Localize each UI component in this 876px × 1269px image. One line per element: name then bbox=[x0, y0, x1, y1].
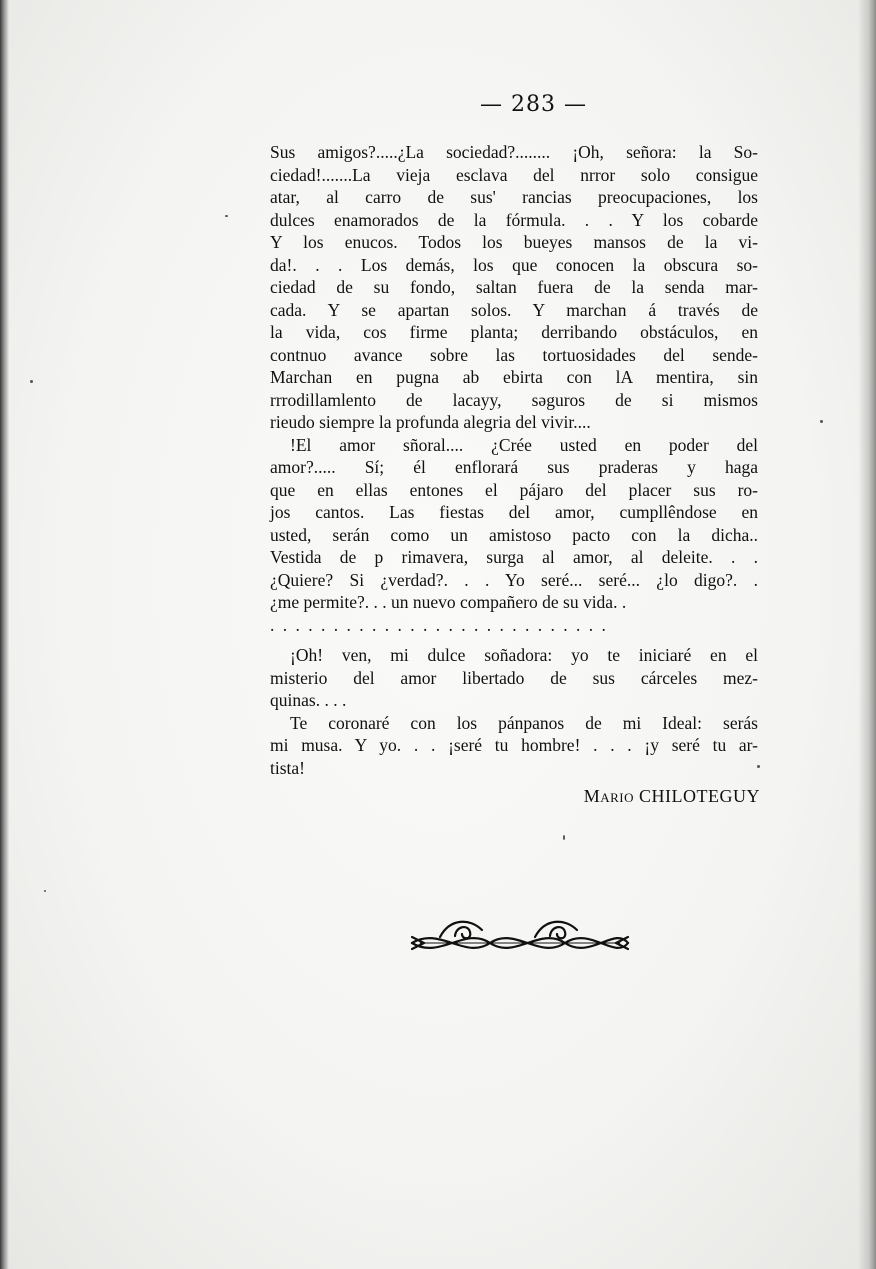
page-left-edge bbox=[0, 0, 9, 1269]
text-line: tista! bbox=[270, 757, 305, 778]
text-line: !El amor sñoral.... ¿Crée usted en poder del bbox=[290, 434, 758, 455]
paper-speck bbox=[225, 215, 228, 217]
text-line: Vestida de p rimavera, surga al amor, al deleite. . . bbox=[270, 547, 758, 567]
text-line: amor?..... Sí; él enflorará sus praderas y haga bbox=[270, 457, 758, 477]
text-line: misterio del amor libertado de sus cárceles mez- bbox=[270, 667, 758, 688]
poem-prose-body bbox=[270, 141, 758, 779]
text-line: rieudo siempre la profunda alegria del vivir.... bbox=[270, 412, 591, 432]
page-number: — 283 — bbox=[480, 92, 587, 117]
page-right-edge bbox=[858, 0, 876, 1269]
text-line: da!. . . Los demás, los que conocen la obscura so- bbox=[270, 254, 758, 275]
text-line: Y los enucos. Todos los bueyes mansos de la vi- bbox=[270, 232, 758, 252]
decorative-ornament bbox=[410, 912, 630, 974]
text-line: mi musa. Y yo. . . ¡seré tu hombre! . . . ¡y seré tu ar- bbox=[270, 735, 758, 755]
ellipsis-separator: . . . . . . . . . . . . . . . . . . . . . . . . . . . bbox=[270, 614, 608, 635]
text-line: quinas. . . . bbox=[270, 690, 347, 710]
text-line: dulces enamorados de la fórmula. . . Y los cobarde bbox=[270, 209, 758, 230]
text-line: rrrodillamlento de lacayy, səguros de si mismos bbox=[270, 389, 758, 410]
author-last-name: CHILOTEGUY bbox=[639, 786, 760, 806]
text-line: ciedad de su fondo, saltan fuera de la senda mar- bbox=[270, 277, 758, 297]
text-line: contnuo avance sobre las tortuosidades del sende- bbox=[270, 344, 758, 365]
paper-speck bbox=[44, 890, 46, 892]
text-line: ¿me permite?. . . un nuevo compañero de su vida. . bbox=[270, 592, 627, 612]
text-line: ciedad!.......La vieja esclava del nrror solo consigue bbox=[270, 164, 758, 185]
text-line: jos cantos. Las fiestas del amor, cumpllêndose en bbox=[270, 502, 758, 522]
paper-speck bbox=[820, 420, 823, 423]
text-line: Te coronaré con los pánpanos de mi Ideal: serás bbox=[290, 712, 758, 733]
paper-speck bbox=[563, 835, 565, 840]
text-line: cada. Y se apartan solos. Y marchan á través de bbox=[270, 299, 758, 320]
text-line: Sus amigos?.....¿La sociedad?........ ¡Oh, señora: la So- bbox=[270, 142, 758, 162]
text-line: usted, serán como un amistoso pacto con la dicha.. bbox=[270, 524, 758, 545]
author-signature bbox=[584, 786, 760, 807]
paper-speck bbox=[30, 380, 33, 383]
text-line: ¿Quiere? Si ¿verdad?. . . Yo seré... seré... ¿lo digo?. . bbox=[270, 569, 758, 590]
text-line: la vida, cos firme planta; derribando obstáculos, en bbox=[270, 322, 758, 342]
text-line: ¡Oh! ven, mi dulce soñadora: yo te iniciaré en el bbox=[290, 645, 758, 665]
paper-speck bbox=[757, 765, 760, 768]
text-line: atar, al carro de sus' rancias preocupaciones, los bbox=[270, 187, 758, 207]
author-first-name: Mario bbox=[583, 786, 635, 806]
text-line: que en ellas entones el pájaro del placer sus ro- bbox=[270, 479, 758, 500]
text-line: Marchan en pugna ab ebirta con lA mentira, sin bbox=[270, 367, 758, 387]
